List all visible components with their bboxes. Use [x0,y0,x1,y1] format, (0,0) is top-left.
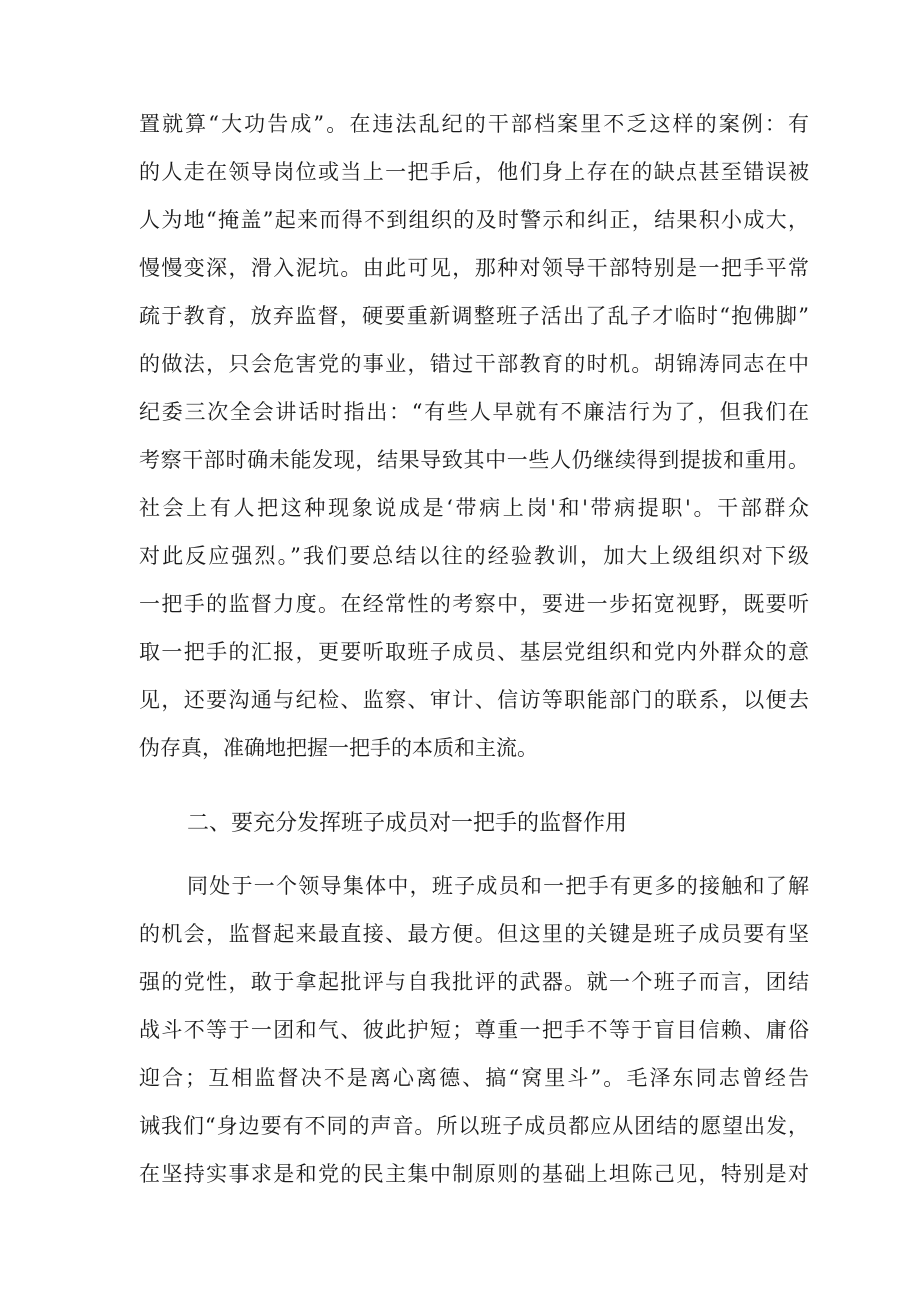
paragraph-line: 考察干部时确未能发现，结果导致其中一些人仍继续得到提拔和重用。 [139,448,809,472]
paragraph-line: 取一把手的汇报，更要听取班子成员、基层党组织和党内外群众的意 [139,640,809,664]
paragraph-line: 诫我们“身边要有不同的声音。所以班子成员都应从团结的愿望出发， [139,1114,809,1138]
paragraph-line: 迎合；互相监督决不是离心离德、搞“窝里斗”。毛泽东同志曾经告 [139,1066,809,1090]
paragraph-line: 的做法，只会危害党的事业，错过干部教育的时机。胡锦涛同志在中 [139,352,809,376]
paragraph-line: 的机会，监督起来最直接、最方便。但这里的关键是班子成员要有坚 [139,922,809,946]
paragraph-line: 纪委三次全会讲话时指出：“有些人早就有不廉洁行为了，但我们在 [139,400,809,424]
paragraph-line: 慢慢变深，滑入泥坑。由此可见，那种对领导干部特别是一把手平常 [139,256,809,280]
paragraph-line: 同处于一个领导集体中，班子成员和一把手有更多的接触和了解 [187,874,809,898]
paragraph-line: 置就算“大功告成”。在违法乱纪的干部档案里不乏这样的案例：有 [139,112,809,136]
paragraph-line: 伪存真，准确地把握一把手的本质和主流。 [139,736,538,760]
paragraph-line: 的人走在领导岗位或当上一把手后，他们身上存在的缺点甚至错误被 [139,160,809,184]
paragraph-line: 在坚持实事求是和党的民主集中制原则的基础上坦陈己见，特别是对 [139,1162,809,1186]
paragraph-line: 对此反应强烈。”我们要总结以往的经验教训，加大上级组织对下级 [139,544,809,568]
paragraph-line: 战斗不等于一团和气、彼此护短；尊重一把手不等于盲目信赖、庸俗 [139,1018,809,1042]
section-heading: 二、要充分发挥班子成员对一把手的监督作用 [187,811,628,836]
paragraph-line: 一把手的监督力度。在经常性的考察中，要进一步拓宽视野，既要听 [139,592,809,616]
paragraph-line: 强的党性，敢于拿起批评与自我批评的武器。就一个班子而言，团结 [139,970,809,994]
paragraph-line: 社会上有人把这种现象说成是‘带病上岗'和'带病提职'。干部群众 [139,496,809,520]
paragraph-line: 见，还要沟通与纪检、监察、审计、信访等职能部门的联系，以便去 [139,688,809,712]
paragraph-line: 疏于教育，放弃监督，硬要重新调整班子活出了乱子才临时“抱佛脚” [139,304,809,328]
paragraph-line: 人为地“掩盖”起来而得不到组织的及时警示和纠正，结果积小成大， [139,208,809,232]
